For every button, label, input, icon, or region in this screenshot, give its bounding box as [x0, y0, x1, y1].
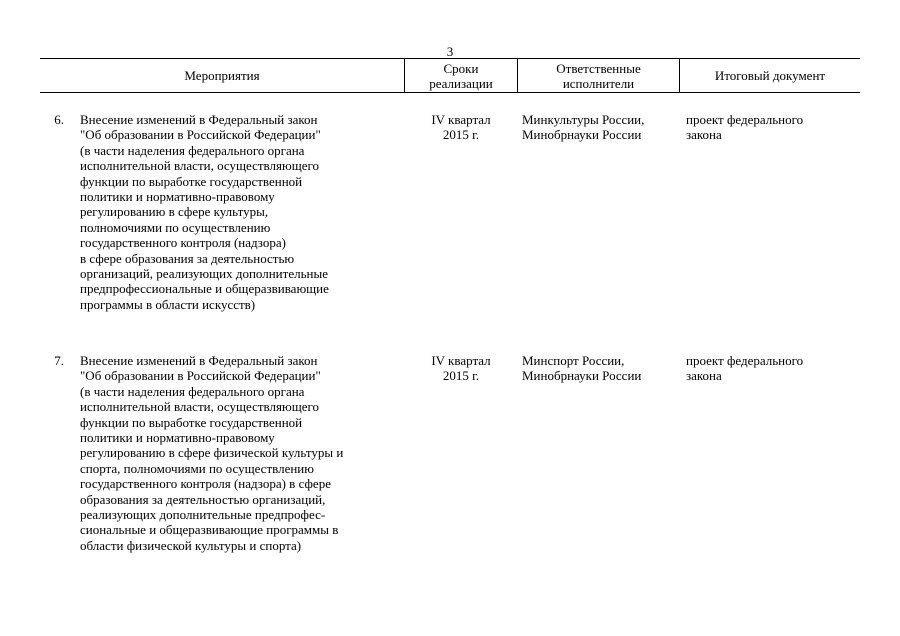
page-number: 3: [446, 44, 454, 59]
term-text: IV квартал 2015 г.: [431, 353, 491, 384]
table-header-bottom-rule: [40, 92, 860, 93]
document-text: проект федерального закона: [686, 353, 804, 384]
responsible-text: Минкультуры России, Минобрнауки России: [522, 112, 645, 143]
row-number: 7.: [54, 353, 64, 368]
term-text: IV квартал 2015 г.: [431, 112, 491, 143]
column-header-terms: Сроки реализации: [429, 60, 493, 91]
document-text: проект федерального закона: [686, 112, 804, 143]
row-number: 6.: [54, 112, 64, 127]
measure-text: Внесение изменений в Федеральный закон "Об образовании в Российской Федерации" (в части наделения федерального органа исполнительной власти, осуществляющего функции по выработке государственной политики и нормативно-правовому регулированию в сфере физической культуры и спорта, полномочиями по осуществлению государственного контроля (надзора) в сфере образования за деятельностью организаций, реализующих дополнительные предпрофес- сиональные и общеразвивающие программы в области физической культуры и спорта): [80, 353, 344, 553]
column-header-document: Итоговый документ: [714, 68, 826, 83]
responsible-text: Минспорт России, Минобрнауки России: [522, 353, 642, 384]
column-header-responsible: Ответственные исполнители: [556, 60, 641, 91]
measure-text: Внесение изменений в Федеральный закон "Об образовании в Российской Федерации" (в части наделения федерального органа исполнительной власти, осуществляющего функции по выработке государственной политики и нормативно-правовому регулированию в сфере культуры, полномочиями по осуществлению государственного контроля (надзора) в сфере образования за деятельностью организаций, реализующих дополнительные предпрофессиональные и общеразвивающие программы в области искусств): [80, 112, 329, 312]
column-header-measures: Мероприятия: [184, 68, 260, 83]
